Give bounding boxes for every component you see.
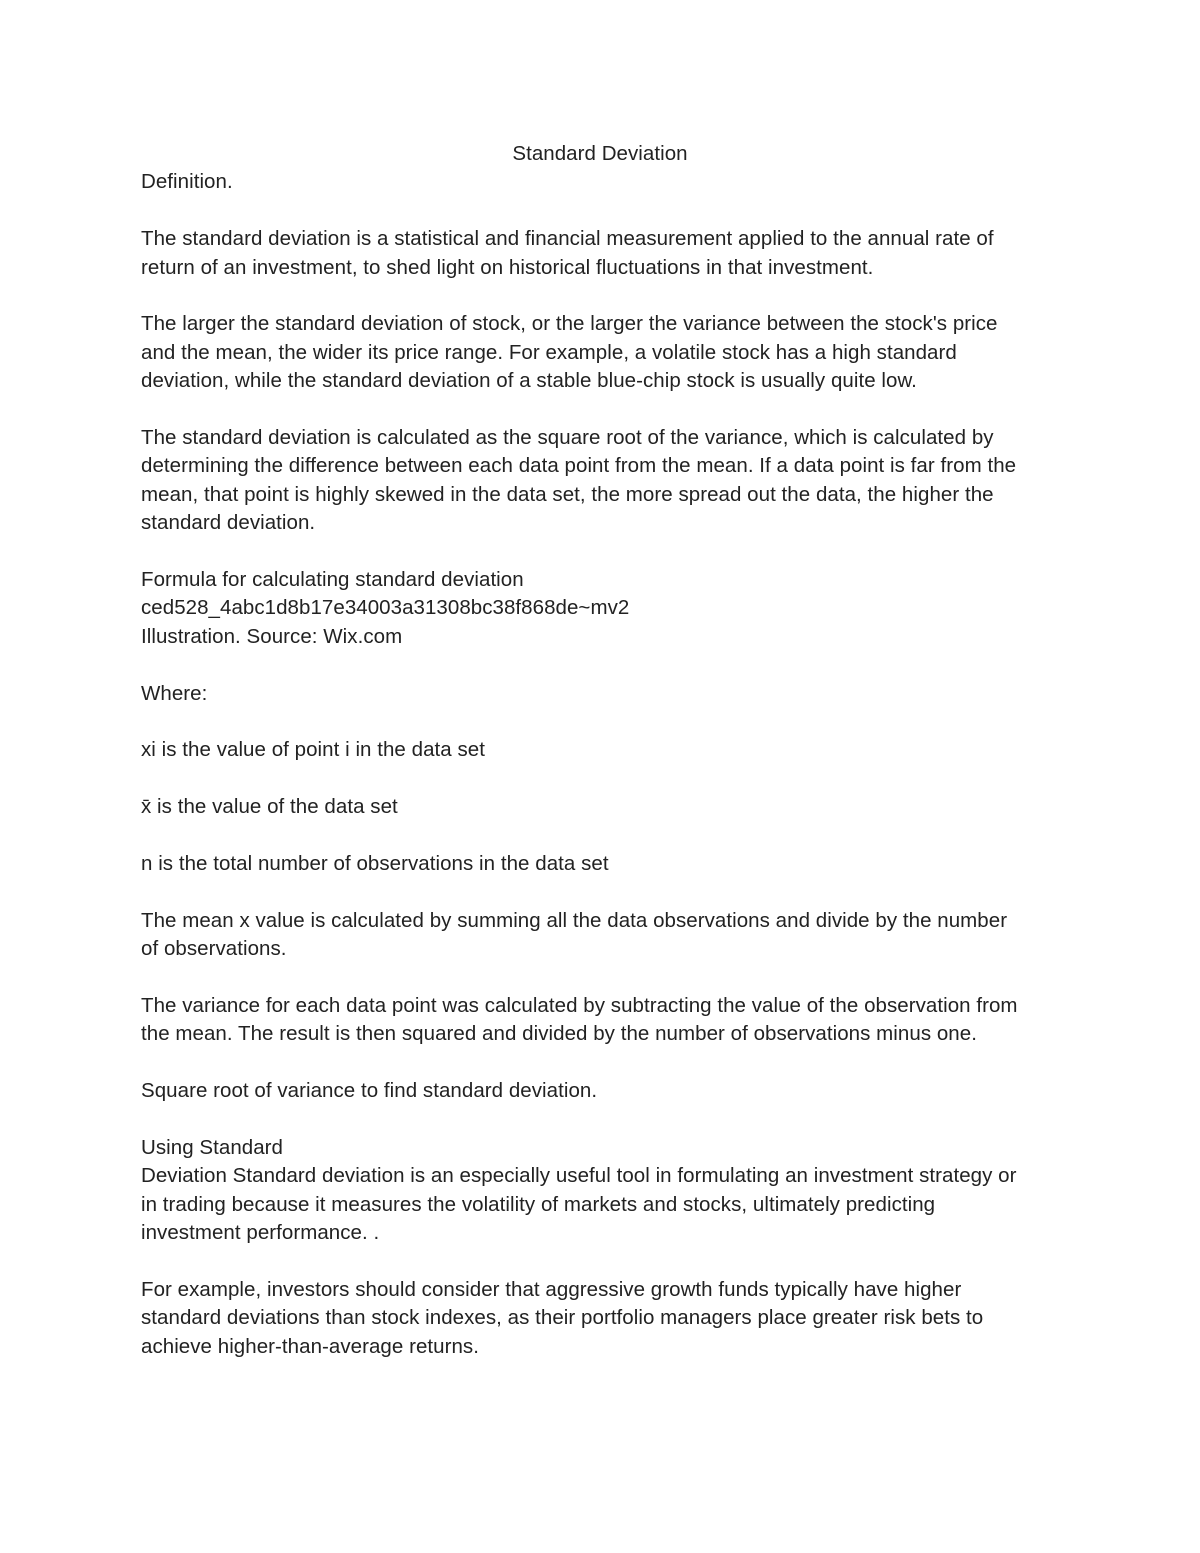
spacer — [141, 878, 1071, 906]
spacer — [141, 765, 1071, 793]
paragraph-variance: The variance for each data point was calculated by subtracting the value of the observation from the mean. The result is then squared and divided by the number of observations minus one. — [141, 994, 1018, 1046]
definition-label: Definition. — [141, 170, 233, 194]
paragraph-calculation: The standard deviation is calculated as the square root of the variance, which is calculated by determining the difference between each data point from the mean. If a data point is far from the mean, that point is highly skewed in the data set, the more spread out the data, the higher the standard deviation. — [141, 426, 1017, 535]
definition-n: n is the total number of observations in the data set — [141, 852, 609, 876]
spacer — [141, 964, 1071, 992]
document-page — [141, 140, 1071, 1361]
where-label: Where: — [141, 681, 208, 705]
paragraph-square-root: Square root of variance to find standard deviation. — [141, 1079, 598, 1103]
spacer — [141, 1049, 1071, 1077]
paragraph-definition: The standard deviation is a statistical and financial measurement applied to the annual rate of return of an investment, to shed light on historical fluctuations in that investment. — [141, 227, 994, 279]
using-heading: Using Standard — [141, 1136, 284, 1160]
spacer — [141, 708, 1071, 736]
paragraph-example: For example, investors should consider that aggressive growth funds typically have higher standard deviations than stock indexes, as their portfolio managers place greater risk bets to achieve higher-than-average returns. — [141, 1278, 984, 1358]
image-filename: ced528_4abc1d8b17e34003a31308bc38f868de~mv2 — [141, 596, 630, 620]
spacer — [141, 538, 1071, 566]
paragraph-using: Deviation Standard deviation is an especially useful tool in formulating an investment strategy or in trading because it measures the volatility of markets and stocks, ultimately predicting investment performance. . — [141, 1164, 1017, 1245]
spacer — [141, 1106, 1071, 1134]
paragraph-mean: The mean x value is calculated by summing all the data observations and divide by the number of observations. — [141, 908, 1008, 961]
spacer — [141, 1248, 1071, 1276]
definition-xi: xi is the value of point i in the data set — [141, 738, 485, 762]
document-title: Standard Deviation — [512, 142, 688, 165]
illustration-source: Illustration. Source: Wix.com — [141, 624, 403, 648]
definition-xbar: x̄ is the value of the data set — [141, 795, 398, 819]
spacer — [141, 822, 1071, 850]
paragraph-price-range: The larger the standard deviation of stock, or the larger the variance between the stock's price and the mean, the wider its price range. For example, a volatile stock has a high standard deviation, while the standard deviation of a stable blue-chip stock is usually quite low. — [141, 312, 998, 393]
formula-heading: Formula for calculating standard deviation — [141, 568, 524, 592]
spacer — [141, 651, 1071, 679]
spacer — [141, 282, 1071, 310]
spacer — [141, 396, 1071, 424]
spacer — [141, 197, 1071, 225]
